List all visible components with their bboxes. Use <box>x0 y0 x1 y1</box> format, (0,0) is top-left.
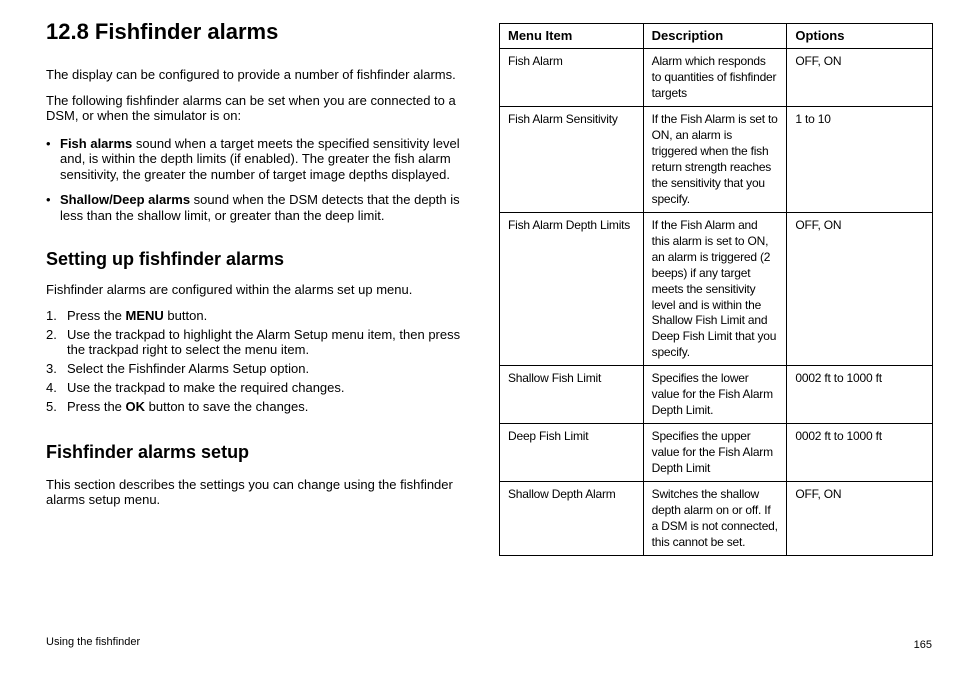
bullet-fish-alarms: • Fish alarms sound when a target meets the specified sensitivity level and, is within the depth limits (if enabled). The greater the fish alarm sensitivity, the greater the number of target image depths displayed. <box>46 135 460 182</box>
table-row <box>500 424 933 482</box>
step-item: 2. Use the trackpad to highlight the Alarm Setup menu item, then press the trackpad right to select the menu item. <box>46 326 461 357</box>
page-number: 165 <box>913 639 932 651</box>
bullet-term: Shallow/Deep alarms <box>60 192 191 207</box>
cell-options: 1 to 10 <box>787 107 933 213</box>
setting-up-heading: Setting up fishfinder alarms <box>46 249 285 269</box>
cell-options: OFF, ON <box>787 482 933 556</box>
bullet-text: sound when the DSM detects that the depth is less than the shallow limit, or greater than the deep limit. <box>60 192 460 223</box>
cell-options: OFF, ON <box>787 213 933 366</box>
step-item: 3. Select the Fishfinder Alarms Setup option. <box>46 361 310 376</box>
table-row <box>500 107 933 213</box>
table-row <box>500 49 933 107</box>
header-menu-item: Menu Item <box>500 24 644 49</box>
step-item: 5. Press the OK button to save the changes. <box>46 399 309 414</box>
cell-menu-item: Shallow Fish Limit <box>500 366 644 424</box>
cell-menu-item: Deep Fish Limit <box>500 424 644 482</box>
cell-options: OFF, ON <box>787 49 933 107</box>
alarms-setup-intro: This section describes the settings you can change using the fishfinder alarms setup menu. <box>46 476 453 507</box>
cell-menu-item: Fish Alarm <box>500 49 644 107</box>
table-header-row <box>500 24 933 49</box>
intro-paragraph: The display can be configured to provide a number of fishfinder alarms. <box>46 67 456 82</box>
table-row <box>500 366 933 424</box>
table-row <box>500 213 933 366</box>
cell-menu-item: Fish Alarm Sensitivity <box>500 107 644 213</box>
alarms-setup-heading: Fishfinder alarms setup <box>46 441 250 462</box>
cell-menu-item: Fish Alarm Depth Limits <box>500 213 644 366</box>
footer-chapter: Using the fishfinder <box>46 636 141 648</box>
cell-description: If the Fish Alarm is set to ON, an alarm is triggered when the fish return strength reaches the sensitivity that you specify. <box>643 107 787 213</box>
cell-description: Alarm which responds to quantities of fishfinder targets <box>643 49 787 107</box>
step-item: 1. Press the MENU button. <box>46 307 208 323</box>
header-options: Options <box>787 24 933 49</box>
setup-steps <box>46 308 476 415</box>
page-title: 12.8 Fishfinder alarms <box>46 19 279 44</box>
bullet-shallow-deep-alarms: • Shallow/Deep alarms sound when the DSM detects that the depth is less than the shallow limit, or greater than the deep limit. <box>46 192 460 223</box>
alarm-bullet-list <box>46 136 476 224</box>
cell-description: Specifies the lower value for the Fish Alarm Depth Limit. <box>643 366 787 424</box>
cell-options: 0002 ft to 1000 ft <box>787 424 933 482</box>
bullet-term: Fish alarms <box>60 135 133 151</box>
alarms-list-intro: The following fishfinder alarms can be set when you are connected to a DSM, or when the simulator is on: <box>46 92 456 123</box>
cell-menu-item: Shallow Depth Alarm <box>500 482 644 556</box>
bullet-text: sound when a target meets the specified sensitivity level and, is within the depth limits (if enabled). The greater the fish alarm sensitivity, the greater the number of target image depths displayed. <box>60 135 460 182</box>
step-item: 4. Use the trackpad to make the required changes. <box>46 380 345 395</box>
cell-description: Specifies the upper value for the Fish Alarm Depth Limit <box>643 424 787 482</box>
setup-intro: Fishfinder alarms are configured within the alarms set up menu. <box>46 282 413 297</box>
header-description: Description <box>643 24 787 49</box>
left-column <box>46 14 476 508</box>
cell-description: If the Fish Alarm and this alarm is set to ON, an alarm is triggered (2 beeps) if any target meets the sensitivity level and is within the Shallow Fish Limit and Deep Fish Limit that you specify. <box>643 213 787 366</box>
table-row <box>500 482 933 556</box>
cell-description: Switches the shallow depth alarm on or off. If a DSM is not connected, this cannot be set. <box>643 482 787 556</box>
cell-options: 0002 ft to 1000 ft <box>787 366 933 424</box>
alarms-setup-table <box>499 23 933 556</box>
